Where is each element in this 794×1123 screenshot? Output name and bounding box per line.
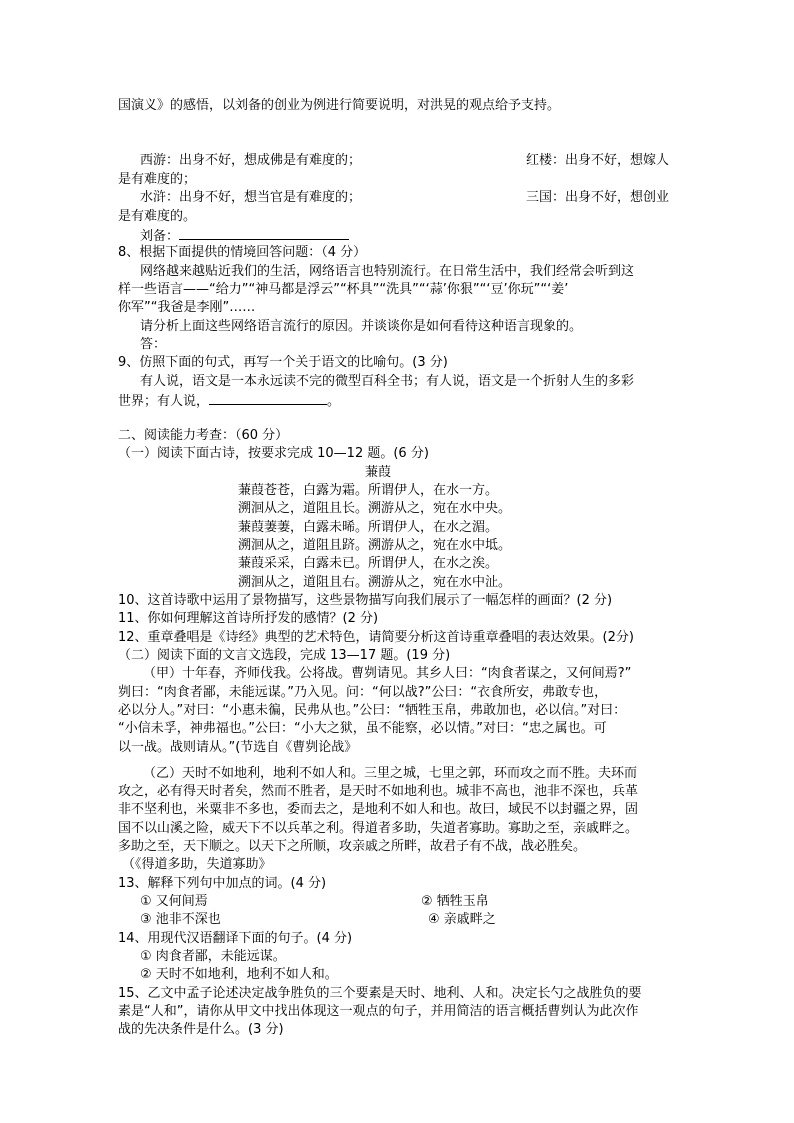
text-line: 有人说，语文是一本永远读不完的微型百科全书；有人说，语文是一个折射人生的多彩 [140, 374, 635, 389]
answer-line [118, 390, 340, 411]
passage-line: 多助之至，天下顺之。以天下之所顺，攻亲戚之所畔，故君子有不战，战必胜矣。 [118, 839, 587, 854]
poem-title: 蒹葭 [365, 465, 392, 480]
passage-line: 非不坚利也，米粟非不多也，委而去之，是地利不如人和也。故曰，域民不以封疆之界，固 [118, 802, 639, 817]
passage-line: 以一战。战则请从。”(节选自《曹刿论战》 [118, 740, 358, 755]
poem-line: 溯洄从之，道阻且跻。溯游从之，宛在水中坻。 [238, 538, 512, 553]
text-line: 水浒：出身不好，想当官是有难度的； [140, 190, 362, 205]
poem-line: 溯洄从之，道阻且长。溯游从之，宛在水中央。 [238, 501, 512, 516]
passage-line: 必以分人。”对曰：“小惠未徧，民弗从也。”公曰：“牺牲玉帛，弗敢加也，必以信。”对曰： [118, 703, 627, 718]
passage-line: 攻之，必有得天时者矣，然而不胜者，是天时不如地利也。城非不高也，池非不深也，兵革 [118, 784, 639, 799]
text-line: 三国：出身不好，想创业 [526, 190, 670, 205]
text-line: 样一些语言——“给力”“神马都是浮云”“杯具”“洗具”“‘蒜’你狠”“‘豆’你玩”“‘姜’ [118, 282, 569, 297]
text-line: 是有难度的； [118, 172, 197, 187]
question-line: 11、你如何理解这首诗所抒发的感情？(2 分) [118, 611, 379, 626]
question-line: 14、用现代汉语翻译下面的句子。(4 分) [118, 931, 353, 946]
poem-line: 蒹葭苍苍，白露为霜。所谓伊人，在水一方。 [238, 483, 499, 498]
question-line: 10、这首诗歌中运用了景物描写，这些景物描写向我们展示了一幅怎样的画面？(2 分) [118, 593, 613, 608]
answer-label: 答： [140, 337, 167, 352]
text-line: 是有难度的。 [118, 209, 197, 224]
subsection-heading: （二）阅读下面的文言文选段，完成 13—17 题。(19 分) [118, 648, 451, 663]
passage-line: 刿曰：“肉食者鄙，未能远谋。”乃入见。问：“何以战?”公曰：“衣食所安，弗敢专也， [118, 685, 608, 700]
subsection-heading: （一）阅读下面古诗，按要求完成 10—12 题。(6 分) [118, 446, 429, 461]
answer-blank[interactable] [179, 225, 349, 240]
text-line: 你军”“我爸是李刚”…… [118, 300, 256, 315]
poem-line: 溯洄从之，道阻且右。溯游从之，宛在水中沚。 [238, 575, 512, 590]
section-heading: 二、阅读能力考查：（60 分） [118, 428, 289, 443]
passage-source: （《得道多助，失道寡助》 [122, 857, 272, 872]
text-line: 请分析上面这些网络语言流行的原因。并谈谈你是如何看待这种语言现象的。 [140, 319, 583, 334]
text-segment: 。 [327, 394, 341, 409]
sub-item: ① 肉食者鄙，未能远谋。 [140, 949, 286, 964]
poem-line: 蒹葭采采，白露未已。所谓伊人，在水之涘。 [238, 556, 499, 571]
question-line: 战的先决条件是什么。(3 分) [118, 1022, 284, 1037]
sub-item: ① 又何间焉 [140, 894, 208, 909]
poem-line: 蒹葭萋萋，白露未晞。所谓伊人，在水之湄。 [238, 520, 499, 535]
answer-label: 刘备： [140, 229, 180, 244]
question-line: 15、乙文中孟子论述决定战争胜负的三个要素是天时、地利、人和。决定长勺之战胜负的要 [118, 986, 642, 1001]
text-line: 红楼：出身不好，想嫁人 [526, 153, 670, 168]
answer-blank[interactable] [209, 390, 327, 405]
passage-line: 国不以山溪之险，威天下不以兵革之利。得道者多助，失道者寡助。寡助之至，亲戚畔之。 [118, 821, 639, 836]
passage-line: （甲）十年春，齐师伐我。公将战。曹刿请见。其乡人曰：“肉食者谋之，又何间焉?” [143, 666, 632, 681]
question-line: 13、解释下列句中加点的词。(4 分) [118, 876, 327, 891]
question-line: 12、重章叠唱是《诗经》典型的艺术特色，请简要分析这首诗重章叠唱的表达效果。(2分) [118, 630, 634, 645]
text-line: 网络越来越贴近我们的生活，网络语言也特别流行。在日常生活中，我们经常会听到这 [140, 264, 635, 279]
sub-item: ② 天时不如地利，地利不如人和。 [140, 967, 338, 982]
text-line: 西游：出身不好，想成佛是有难度的； [140, 153, 362, 168]
sub-item: ④ 亲戚畔之 [428, 912, 496, 927]
question-heading: 8、根据下面提供的情境回答问题：（4 分） [118, 245, 367, 260]
question-heading: 9、仿照下面的句式，再写一个关于语文的比喻句。(3 分) [118, 355, 448, 370]
passage-line: （乙）天时不如地利，地利不如人和。三里之城，七里之郭，环而攻之而不胜。夫环而 [143, 766, 638, 781]
text-line: 国演义》的感悟，以刘备的创业为例进行简要说明，对洪晃的观点给予支持。 [118, 98, 561, 113]
sub-item: ② 牺牲玉帛 [421, 894, 489, 909]
question-line: 素是“人和”，请你从甲文中找出体现这一观点的句子，并用简洁的语言概括曹刿认为此次作 [118, 1004, 639, 1019]
text-segment: 世界；有人说， [118, 394, 210, 409]
sub-item: ③ 池非不深也 [140, 912, 221, 927]
passage-line: “小信未孚，神弗福也。”公曰：“小大之狱，虽不能察，必以情。”对曰：“忠之属也。可 [118, 721, 607, 736]
